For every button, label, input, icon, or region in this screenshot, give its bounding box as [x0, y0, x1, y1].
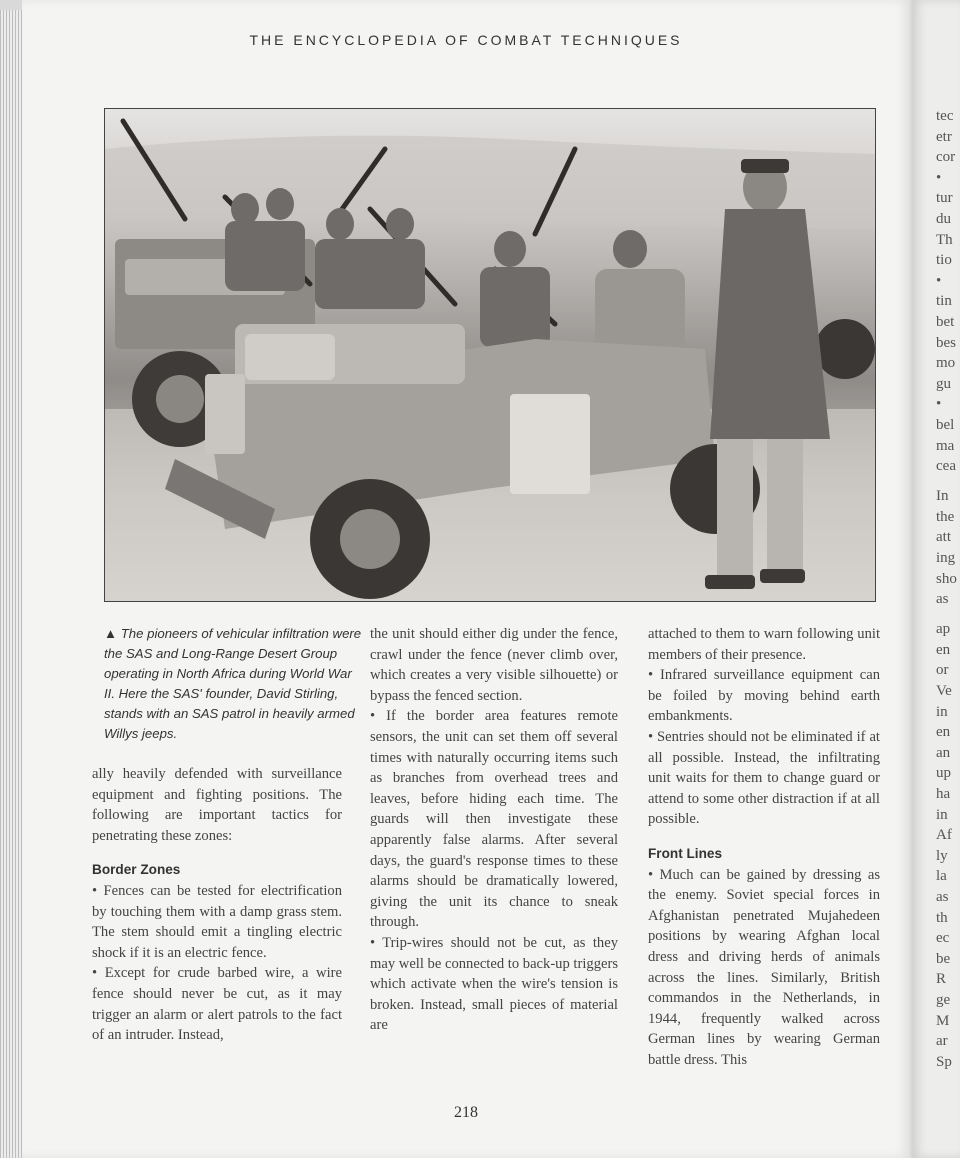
facing-page-text-fragment: ing — [936, 550, 956, 566]
photo-illustration — [105, 109, 875, 601]
facing-page-text-fragment: Th — [936, 231, 953, 248]
facing-page-text-fragment: Sp — [936, 1053, 952, 1070]
facing-page-text-fragment: bet — [936, 314, 955, 330]
facing-page-text-fragment: be — [936, 950, 951, 967]
page-stack-edge — [0, 10, 24, 1158]
facing-page-text-fragment: • — [936, 396, 942, 413]
bullet-paragraph: • Sentries should not be eliminated if at all possible. Instead, the infiltrating unit waits for them to change guard or attend to some other distraction if at all possible. — [648, 728, 880, 828]
facing-page-text-fragment: cor — [936, 149, 956, 166]
facing-page-text-fragment: tio — [936, 252, 952, 269]
facing-page-text-fragment: as — [936, 591, 949, 608]
facing-page-text-fragment: bes — [936, 334, 956, 351]
facing-page-text-fragment: ap — [936, 621, 951, 638]
facing-page-text-fragment: ma — [936, 437, 955, 454]
book-page — [22, 0, 910, 1158]
facing-page-text-fragment: ar — [936, 1033, 948, 1050]
facing-page-text-fragment: In — [936, 488, 949, 505]
bullet-paragraph: • Much can be gained by dressing as the enemy. Soviet special forces in Afghanistan penetrated Mujahedeen positions by wearing Afghan local dress and driving herds of animals across the lines. Similarly, British commandos in the Netherlands, in 1944, frequently walked across German lines by wearing German battle dress. This — [648, 866, 880, 1068]
text-column-3 — [648, 624, 880, 1070]
facing-page-text-fragment: Af — [936, 827, 952, 844]
facing-page-edge — [912, 0, 960, 1158]
facing-page-text-fragment: ly — [936, 847, 948, 864]
facing-page-text-fragment: cea — [936, 458, 956, 475]
facing-page-text-fragment: en — [936, 641, 951, 658]
facing-page-text-fragment: tin — [936, 293, 952, 310]
bullet-paragraph: • Infrared surveillance equipment can be foiled by moving behind earth embankments. — [648, 667, 880, 725]
facing-page-text-fragment: ge — [936, 992, 951, 1008]
facing-page-text-fragment: ec — [936, 930, 950, 947]
photograph-sas-jeeps — [104, 108, 876, 602]
facing-page-text-fragment: att — [936, 529, 951, 546]
facing-page-text-fragment: the — [936, 508, 955, 525]
intro-paragraph: ally heavily defended with surveillance equipment and fighting positions. The following are important tactics for penetrating these zones: — [92, 766, 342, 844]
facing-page-text-fragment: tur — [936, 190, 953, 207]
running-head: THE ENCYCLOPEDIA OF COMBAT TECHNIQUES — [249, 32, 683, 48]
facing-page-text-fragment: R — [936, 971, 947, 988]
subheading-border-zones: Border Zones — [92, 862, 181, 878]
facing-page-text-fragment: up — [936, 765, 951, 782]
facing-page-text-fragment: du — [936, 211, 951, 227]
facing-page-text-fragment: • — [936, 272, 942, 289]
bullet-paragraph: • Fences can be tested for electrification by touching them with a damp grass stem. The stem should emit a tingling electric shock if it is an electric fence. — [92, 882, 342, 961]
facing-page-text-fragment: gu — [936, 375, 951, 392]
facing-page-text-fragment: M — [936, 1012, 950, 1029]
subheading-front-lines: Front Lines — [648, 845, 723, 861]
body-paragraph: attached to them to warn following unit members of their presence. — [648, 626, 880, 663]
facing-page-text-fragment: ha — [936, 786, 951, 802]
bullet-paragraph: • Except for crude barbed wire, a wire fence should never be cut, as it may trigger an alarm or alert patrols to the fact of an intruder. Instead, — [92, 965, 342, 1044]
facing-page-text-fragment: th — [936, 909, 948, 926]
facing-page-text-fragment: la — [936, 868, 947, 885]
facing-page-text-fragment: mo — [936, 355, 956, 372]
body-paragraph: the unit should either dig under the fence, crawl under the fence (never climb over, which creates a very visible silhouette) or bypass the fenced section. — [370, 626, 618, 704]
bullet-paragraph: • Trip-wires should not be cut, as they may well be connected to back-up triggers which activate when the wire's tension is broken. Instead, small pieces of material are — [370, 934, 619, 1034]
facing-page-text-fragment: • — [936, 169, 942, 186]
photo-caption: ▲ The pioneers of vehicular infiltration were the SAS and Long-Range Desert Group operating in North Africa during World War II. Here the SAS' founder, David Stirling, stands with an SAS patrol in heavily armed Willys jeeps. — [104, 626, 362, 741]
facing-page-text-fragment: an — [936, 744, 951, 761]
facing-page-text-fragment: etr — [936, 128, 952, 145]
facing-page-text-fragment: or — [936, 662, 949, 679]
facing-page-text-fragment: bel — [936, 417, 955, 433]
facing-page-text-fragment: Ve — [936, 683, 952, 699]
facing-page-text-fragment: sho — [936, 570, 957, 587]
facing-page-text-fragment: tec — [936, 108, 954, 124]
text-column-2 — [370, 624, 618, 1036]
page-number: 218 — [454, 1104, 478, 1121]
bullet-paragraph: • If the border area features remote sensors, the unit can set them off several times with naturally occurring items such as branches from overhead trees and leaves, before hiding each time. The guards will then investigate these apparently false alarms. After several days, the guard's response times to these alarms should be dramatically lowered, giving the unit its chance to sneak through. — [370, 708, 618, 931]
text-column-1 — [92, 764, 342, 1046]
facing-page-text-fragment: in — [936, 806, 948, 823]
facing-page-text-fragment: en — [936, 724, 951, 741]
facing-page-text-fragment: in — [936, 703, 948, 720]
facing-page-text-fragment: as — [936, 889, 949, 905]
